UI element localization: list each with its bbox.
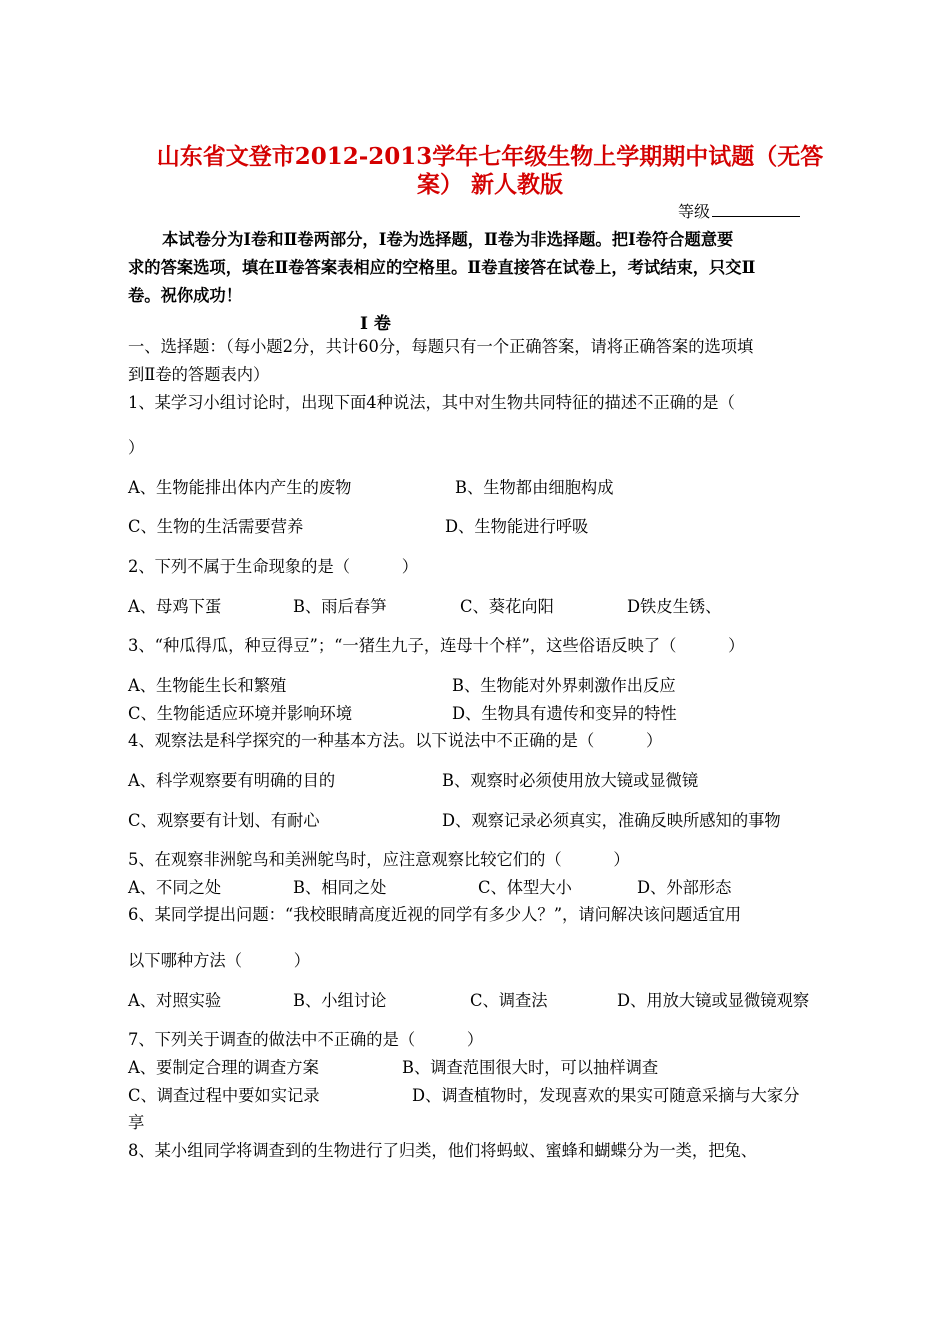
- question-4-option-b: B、观察时必须使用放大镜或显微镜: [442, 771, 699, 790]
- question-6-stem-line-2: 以下哪种方法（ ）: [128, 951, 311, 970]
- question-1-option-d: D、生物能进行呼吸: [445, 517, 589, 536]
- part1-instructions-line-1: 一、选择题：（每小题2分，共计60分，每题只有一个正确答案，请将正确答案的选项填: [128, 337, 754, 356]
- question-5-option-b: B、相同之处: [293, 878, 387, 897]
- question-1-option-a: A、生物能排出体内产生的废物: [128, 478, 352, 497]
- question-3-option-a: A、生物能生长和繁殖: [128, 676, 287, 695]
- question-7-option-b: B、调查范围很大时，可以抽样调查: [402, 1058, 659, 1077]
- question-5-option-a: A、不同之处: [128, 878, 222, 897]
- question-4-option-c: C、观察要有计划、有耐心: [128, 811, 320, 830]
- question-6-option-a: A、对照实验: [128, 991, 222, 1010]
- question-7-stem: 7、下列关于调查的做法中不正确的是（ ）: [128, 1030, 484, 1049]
- grade-label: 等级: [678, 202, 711, 221]
- intro-line-3: 卷。祝你成功！: [128, 286, 242, 305]
- question-3-option-b: B、生物能对外界刺激作出反应: [452, 676, 676, 695]
- part1-instructions-line-2: 到Ⅱ卷的答题表内）: [128, 365, 270, 384]
- question-7-option-c: C、调查过程中要如实记录: [128, 1086, 320, 1105]
- question-3-stem: 3、“种瓜得瓜，种豆得豆”；“一猪生九子，连母十个样”，这些俗语反映了（ ）: [128, 636, 745, 655]
- question-1-option-c: C、生物的生活需要营养: [128, 517, 304, 536]
- question-7-option-d-line-2: 享: [128, 1113, 145, 1132]
- grade-blank: [712, 200, 800, 217]
- question-5-option-c: C、体型大小: [478, 878, 572, 897]
- question-2-option-b: B、雨后春笋: [293, 597, 387, 616]
- question-8-stem: 8、某小组同学将调查到的生物进行了归类，他们将蚂蚁、蜜蜂和蝴蝶分为一类，把兔、: [128, 1141, 758, 1160]
- intro-line-2: 求的答案选项，填在Ⅱ卷答案表相应的空格里。Ⅱ卷直接答在试卷上，考试结束，只交Ⅱ: [128, 258, 756, 277]
- question-3-option-d: D、生物具有遗传和变异的特性: [452, 704, 677, 723]
- question-2-option-a: A、母鸡下蛋: [128, 597, 222, 616]
- question-2-option-c: C、葵花向阳: [460, 597, 554, 616]
- question-4-option-a: A、科学观察要有明确的目的: [128, 771, 336, 790]
- grade-field: [678, 199, 800, 222]
- question-7-option-a: A、要制定合理的调查方案: [128, 1058, 319, 1077]
- question-1-stem-line-1: 1、某学习小组讨论时，出现下面4种说法，其中对生物共同特征的描述不正确的是（: [128, 393, 735, 412]
- exam-title-line-1: 山东省文登市2012-2013学年七年级生物上学期期中试题（无答: [156, 143, 824, 170]
- question-5-option-d: D、外部形态: [637, 878, 732, 897]
- question-2-stem: 2、下列不属于生命现象的是（ ）: [128, 557, 419, 576]
- question-1-option-b: B、生物都由细胞构成: [455, 478, 614, 497]
- question-5-stem: 5、在观察非洲鸵鸟和美洲鸵鸟时，应注意观察比较它们的（ ）: [128, 850, 630, 869]
- exam-title-line-2: 案） 新人教版: [416, 171, 563, 198]
- section-title: Ⅰ 卷: [360, 314, 391, 334]
- question-6-option-c: C、调查法: [470, 991, 548, 1010]
- question-4-stem: 4、观察法是科学探究的一种基本方法。以下说法中不正确的是（ ）: [128, 731, 663, 750]
- question-2-option-d: D铁皮生锈、: [627, 597, 722, 616]
- question-6-option-d: D、用放大镜或显微镜观察: [617, 991, 810, 1010]
- question-4-option-d: D、观察记录必须真实，准确反映所感知的事物: [442, 811, 781, 830]
- question-6-option-b: B、小组讨论: [293, 991, 387, 1010]
- question-1-stem-line-2: ）: [128, 438, 145, 457]
- question-3-option-c: C、生物能适应环境并影响环境: [128, 704, 353, 723]
- question-6-stem-line-1: 6、某同学提出问题：“我校眼睛高度近视的同学有多少人？”，请问解决该问题适宜用: [128, 905, 742, 924]
- question-7-option-d-line-1: D、调查植物时，发现喜欢的果实可随意采摘与大家分: [412, 1086, 800, 1105]
- intro-line-1: 本试卷分为Ⅰ卷和Ⅱ卷两部分，Ⅰ卷为选择题，Ⅱ卷为非选择题。把Ⅰ卷符合题意要: [162, 230, 734, 249]
